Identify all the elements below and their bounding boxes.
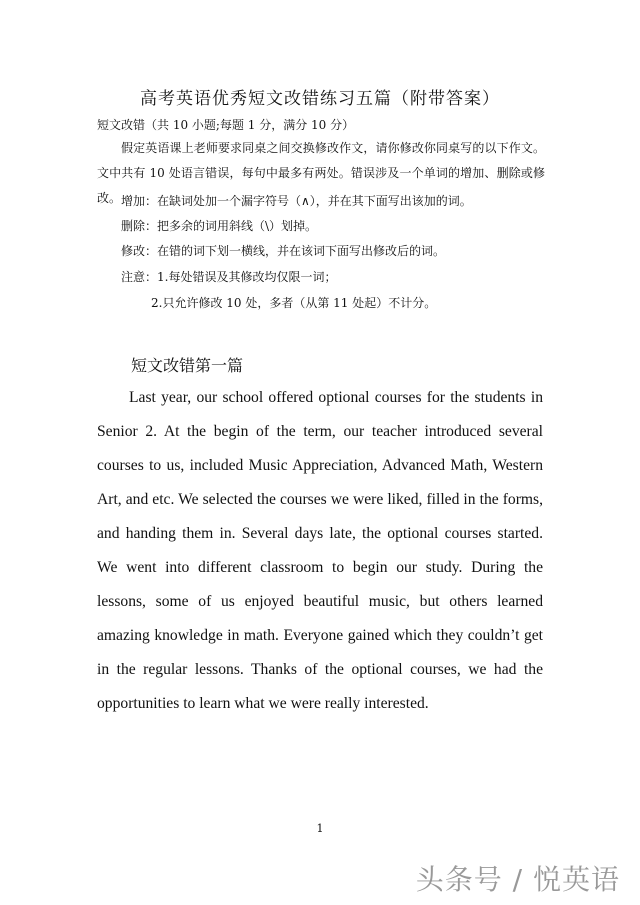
rule-delete: 删除：把多余的词用斜线（\）划掉。 [121, 219, 318, 233]
section-title: 短文改错第一篇 [131, 356, 244, 375]
rule-add: 增加：在缺词处加一个漏字符号（∧），并在其下面写出该加的词。 [121, 194, 472, 208]
watermark: 头条号 / 悦英语 [415, 863, 620, 896]
essay-text: Last year, our school offered optional courses for the students in Senior 2. At the begin of the term, our teacher introduced several courses to us, included Music Appreciation, Advanced Math, Western Art, and etc. We selected the courses we were liked, filled in the forms, and handing them in. Several days late, the optional courses started. We went into different classroom to begin our study. During the lessons, some of us enjoyed beautiful music, but others learned amazing knowledge in math. Everyone gained which they couldn’t get in the regular lessons. Thanks of the optional courses, we had the opportunities to learn what we were really interested. [97, 389, 543, 712]
note-two: 2.只允许修改 10 处，多者（从第 11 处起）不计分。 [151, 296, 437, 310]
document-title: 高考英语优秀短文改错练习五篇（附带答案） [140, 89, 500, 109]
page-number: 1 [316, 822, 324, 835]
note-one: 注意：1.每处错误及其修改均仅限一词； [121, 270, 337, 284]
rule-modify: 修改：在错的词下划一横线，并在该词下面写出修改后的词。 [121, 244, 446, 258]
instructions-paragraph: 假定英语课上老师要求同桌之间交换修改作文，请你修改你同桌写的以下作文。文中共有 10 处语言错误，每句中最多有两处。错误涉及一个单词的增加、删除或修改。 [97, 141, 545, 205]
exercise-subtitle: 短文改错（共 10 小题;每题 1 分，满分 10 分） [97, 118, 355, 132]
